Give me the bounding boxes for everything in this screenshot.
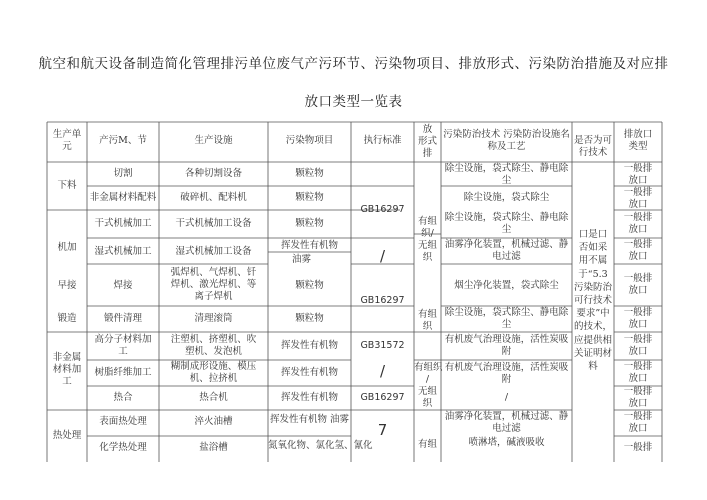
unit-rechuli: 热处理 [52, 430, 82, 441]
pollutant-10: 挥发性有机物 油雾 [269, 414, 350, 425]
facility-salt-bath: 盐浴槽 [199, 442, 228, 453]
unit-feijinshu: 非金属 材料加 工 [52, 352, 82, 387]
form-group-c: 有组织 / 无组 织 [414, 362, 443, 409]
stage-cut: 切割 [113, 168, 133, 179]
standard-gb31572: GB31572 [360, 340, 405, 351]
header-form: 放 形式 排 [417, 124, 437, 159]
standard-none-a: / [379, 247, 386, 265]
tech-7: 有机废气治理设施，活性炭吸 附 [444, 334, 569, 357]
standard-gb16297-b: GB16297 [360, 295, 405, 306]
pollutant-3: 颗粒物 [295, 218, 324, 229]
header-standard: 执行标准 [363, 135, 402, 146]
facility-drum: 清理滚筒 [194, 313, 233, 324]
tech-11: 喷淋塔，碱液吸收 [468, 437, 545, 448]
header-unit: 生产单 元 [52, 129, 82, 152]
unit-jijia: 机加 [57, 242, 77, 253]
facility-molding: 注塑机、挤塑机、吹 塑机、发泡机 [170, 334, 257, 357]
header-feasible: 是否为可 行技术 [573, 135, 612, 158]
tech-3: 除尘设施，袋式除尘、静电除 尘 [444, 212, 569, 235]
form-group-b: 有组 织 [417, 309, 437, 332]
pollutant-4a: 挥发性有机物 [280, 240, 338, 251]
tech-9: / [504, 392, 509, 403]
unit-xialiao: 下料 [57, 180, 77, 191]
outlet-4: 一般排 放口 [623, 239, 653, 262]
stage-resin-fiber: 树脂纤维加工 [94, 367, 152, 378]
pollutant-5: 颗粒物 [295, 280, 324, 291]
pollutant-7: 挥发性有机物 [280, 340, 338, 351]
outlet-11: 一般排 [623, 442, 653, 453]
document-title-line1: 航空和航天设备制造简化管理排污单位废气产污环节、污染物项目、排放形式、污染防治措施及对应排 [38, 56, 669, 72]
form-group-a: 有组 织/ 无组 织 [417, 216, 437, 263]
stage-chemical-heat: 化学热处理 [99, 442, 147, 453]
document-title-line2: 放口类型一览表 [304, 94, 403, 110]
outlet-10: 一般排 放口 [623, 411, 653, 434]
facility-paste-forming: 糊制成形设施、模压 机、拉挤机 [170, 361, 257, 384]
facility-crusher: 破碎机、配料机 [180, 192, 247, 203]
tech-6: 除尘设施，袋式除尘、静电除 尘 [444, 307, 569, 330]
stage-forging-cleaning: 锻件清理 [103, 313, 142, 324]
stage-nonmetal-batching: 非金属材料配料 [89, 192, 157, 203]
tech-10: 油雾净化装置，机械过滤、静 电过滤 [444, 411, 569, 434]
form-group-d: 有组 [417, 439, 437, 450]
outlet-5: 一般排 放口 [623, 273, 653, 296]
header-pollutant: 污染物项目 [285, 135, 334, 146]
tech-5: 烟尘净化装置，袋式除尘 [454, 280, 559, 291]
header-outlet: 排放口 类型 [623, 129, 653, 152]
standard-gb16297-a: GB16297 [360, 204, 405, 215]
tech-2: 除尘设施，袋式除尘 [463, 192, 550, 203]
pollutant-11: 氮氧化物、氯化氢、氰化 [268, 440, 373, 451]
header-tech: 污染防治技术 污染防治设施名 称及工艺 [443, 129, 570, 152]
stage-surface-heat: 表面热处理 [99, 416, 147, 427]
pollutant-6: 颗粒物 [295, 313, 324, 324]
stage-polymer: 高分子材料加 工 [94, 334, 152, 357]
facility-heat-sealer: 热合机 [199, 392, 228, 403]
tech-8: 有机废气治理设施，活性炭吸 附 [444, 362, 569, 385]
pollutant-8: 挥发性有机物 [280, 367, 338, 378]
feasible-note: 口是口 否如采 用不属 于“5.3 污染防治 可行技术 要求”中 的技术， 应提供相 关证明材 料 [573, 229, 612, 373]
standard-seven: 7 [377, 421, 388, 439]
facility-quench-tank: 淬火油槽 [194, 416, 233, 427]
header-facility: 生产设施 [194, 135, 233, 146]
standard-none-b: / [379, 362, 386, 380]
facility-cutting: 各种切割设备 [184, 168, 242, 179]
outlet-3: 一般排 放口 [623, 212, 653, 235]
unit-hanjie: 早接 [57, 280, 77, 291]
stage-heat-seal: 热合 [113, 392, 133, 403]
outlet-2: 一般排 放口 [623, 187, 653, 210]
pollutant-2: 颗粒物 [295, 192, 324, 203]
unit-duanzao: 锻造 [57, 313, 77, 324]
facility-welders: 弧焊机、气焊机、钎 焊机、激光焊机、等 离子焊机 [170, 267, 257, 302]
tech-1: 除尘设施，袋式除尘、静电除 尘 [444, 163, 569, 186]
standard-gb16297-c: GB16297 [360, 392, 405, 403]
tech-4: 油雾净化装置，机械过滤、静 电过滤 [444, 239, 569, 262]
outlet-9: 一般排 放口 [623, 386, 653, 409]
pollutant-4b: 油雾 [292, 254, 312, 265]
outlet-1: 一般排 放口 [623, 163, 653, 186]
pollutant-1: 颗粒物 [295, 168, 324, 179]
stage-wet-machining: 湿式机械加工 [94, 246, 152, 257]
stage-welding: 焊接 [113, 280, 133, 291]
facility-dry-machining: 干式机械加工设备 [175, 218, 252, 229]
outlet-8: 一般排 放口 [623, 361, 653, 384]
header-stage: 产污M、节 [99, 135, 147, 146]
facility-wet-machining: 湿式机械加工设备 [175, 246, 252, 257]
outlet-6: 一般排 放口 [623, 307, 653, 330]
stage-dry-machining: 干式机械加工 [94, 218, 152, 229]
pollutant-9: 挥发性有机物 [280, 392, 338, 403]
outlet-7: 一般排 放口 [623, 334, 653, 357]
